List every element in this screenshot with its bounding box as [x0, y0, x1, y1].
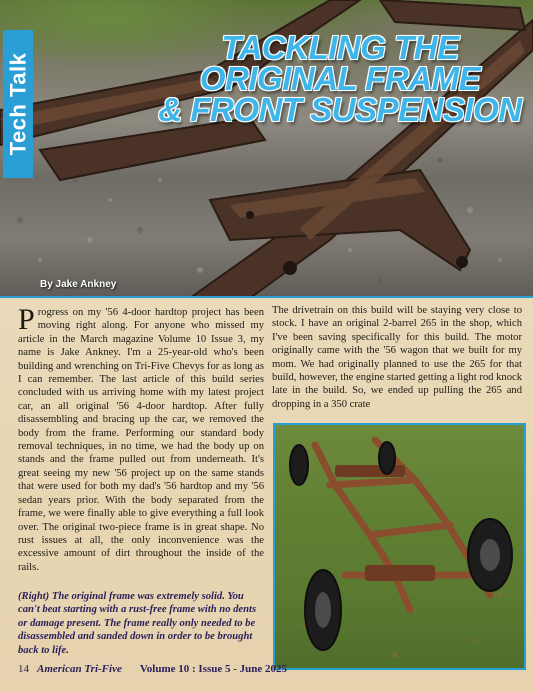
hero-photo: [0, 0, 533, 298]
frame-on-lawn-illustration: [275, 425, 524, 668]
drop-cap: P: [18, 303, 35, 336]
inset-photo: [273, 423, 526, 670]
page-number: 14: [18, 663, 29, 675]
headline-line-3: & FRONT SUSPENSION: [158, 91, 522, 128]
hero-divider: [0, 296, 533, 298]
section-tab-label: Tech Talk: [5, 52, 30, 156]
photo-caption: (Right) The original frame was extremely solid. You can't beat starting with a rust-free frame with no dents or damage present. The frame really only needed to be disassembled and sanded down in order to be brought back to life.: [18, 591, 257, 656]
magazine-name: American Tri-Five: [37, 663, 122, 675]
headline-line-1: TACKLING THE: [221, 29, 459, 66]
byline: By Jake Ankney: [40, 279, 117, 290]
section-tab: [3, 30, 33, 178]
right-column-text: The drivetrain on this build will be staying very close to stock. I have an original 2-barrel 265 in the shop, which I've been saving specifically for this build. The motor originally came with the '56 wagon that we built for my mom. We had originally planned to use the 265 for that build, however, the engine started getting a light rod knock late in the build. So, we ended up pulling the 265 and dropping in a 350 crate: [272, 305, 522, 410]
issue-info: Volume 10 : Issue 5 - June 2025: [139, 663, 288, 675]
page-footer: [18, 663, 287, 675]
left-column-text: rogress on my '56 4-door hardtop project has been moving right along. For anyone who missed my article in the March magazine Volume 10 Issue 3, my name is Jake Ankney. I'm a 25-year-old who's been building and wrenching on Tri-Five Chevys for as long as I can remember. The last article of this build series concluded with us arriving home with my latest project car, an all original '56 4-door hardtop. After fully disassembling and bracing up the car, we removed the body from the frame. Performing our standard body removal techniques, in no time, we had the body up on stands and the frame pulled out from underneath. It's great seeing my new '56 project up on the same stands that were used for both my dad's '56 hardtop and my '56 sedan years prior. With the body separated from the frame, we were finally able to give everything a full look over. The original two-piece frame is in great shape. No rust issues at all, the only inconvenience was the excessive amount of dirt throughout the inside of the rails.: [18, 307, 264, 573]
article-headline: [150, 29, 530, 128]
article-left-column: [18, 303, 264, 574]
article-right-column: [272, 304, 522, 424]
headline-line-2: ORIGINAL FRAME: [199, 60, 481, 97]
